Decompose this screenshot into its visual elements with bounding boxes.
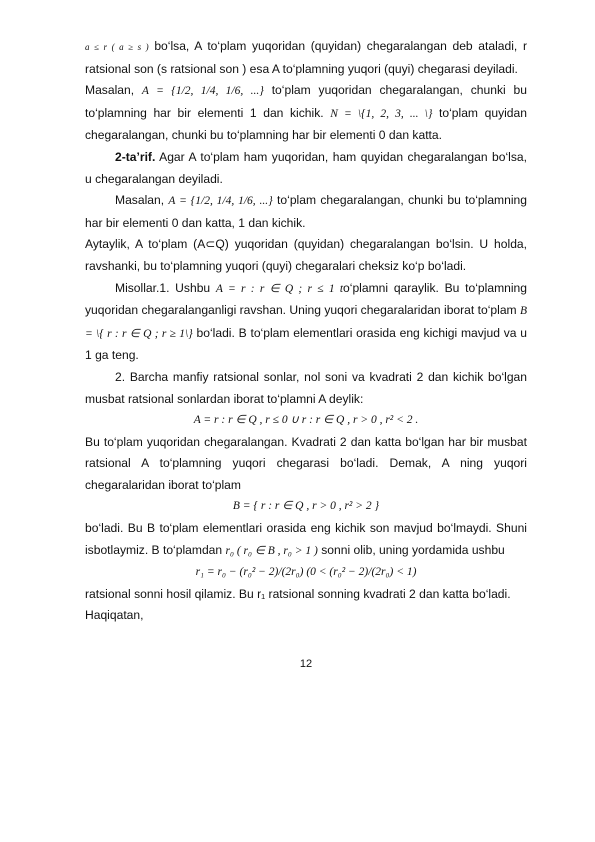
text: ratsional sonni hosil qilamiz. Bu r₁ ratsional sonning kvadrati 2 dan katta bo‘ladi. <box>85 586 511 601</box>
paragraph-proof <box>85 518 527 562</box>
paragraph-bounds <box>85 234 527 277</box>
paragraph-example-1 <box>85 80 527 147</box>
text: Masalan, <box>85 83 142 98</box>
paragraph-examples-1 <box>85 278 527 367</box>
text: Aytaylik, A to‘plam (A⊂Q) yuqoridan (quyidan) chegaralangan bo‘lsin. U holda, ravshanki, bu to‘plamning yuqori (quyi) chegaralari cheksiz ko‘p bo‘ladi. <box>85 237 527 273</box>
inline-math: r₀ ( r₀ ∈ B , r₀ > 1 ) <box>225 544 318 557</box>
document-page <box>85 36 527 671</box>
paragraph-definition-2 <box>85 147 527 190</box>
paragraph-indeed <box>85 605 527 627</box>
text: Masalan, <box>115 193 169 208</box>
text: bo‘ladi. Bu B to‘plam elementlari orasida eng kichik son mavjud bo‘lmaydi. Shuni isbotlaymiz. B to‘plamdan <box>85 521 527 557</box>
formula-r1: r₁ = r₀ − (r₀² − 2)/(2r₀) (0 < (r₀² − 2)/(2r₀) < 1) <box>195 566 417 579</box>
text: o‘plamni qaraylik. Bu to‘plamning yuqoridan chegaralanganligi ravshan. Uning yuqori chegaralaridan iborat to‘plam <box>85 280 528 318</box>
inline-math: B = \{ r : r ∈ Q ; r ≥ 1\} <box>85 305 528 340</box>
text: Haqiqatan, <box>85 608 144 623</box>
paragraph-definition-end <box>85 36 527 80</box>
text: Misollar.1. Ushbu <box>115 280 216 295</box>
text: bo‘ladi. B to‘plam elementlari orasida eng kichigi mavjud va u 1 ga teng. <box>85 325 527 363</box>
inline-math: a ≤ r ( a ≥ s ) <box>85 42 149 52</box>
formula-set-b: B = { r : r ∈ Q , r > 0 , r² > 2 } <box>232 500 380 513</box>
text: to‘plam quyidan chegaralangan, chunki bu to‘plamning har bir elementi 0 dan katta. <box>85 105 527 143</box>
text: to‘plam chegaralangan, chunki bu to‘plamning har bir elementi 0 dan katta, 1 dan kichik. <box>85 193 527 230</box>
text: to‘plam yuqoridan chegaralangan, chunki bu to‘plamning har bir elementi 1 dan kichik. <box>85 83 527 120</box>
text: 2. Barcha manfiy ratsional sonlar, nol soni va kvadrati 2 dan kichik bo‘lgan musbat ratsional sonlardan iborat to‘plamni A deylik: <box>85 369 527 406</box>
paragraph-upper-bound <box>85 432 527 497</box>
inline-math: A = {1/2, 1/4, 1/6, ...} <box>141 85 264 98</box>
definition-label: 2-ta’rif. <box>115 149 156 164</box>
paragraph-r1 <box>85 584 527 606</box>
inline-math: N = \{1, 2, 3, ... \} <box>330 107 433 120</box>
formula-set-a: A = r : r ∈ Q , r ≤ 0 ∪ r : r ∈ Q , r > 0 , r² < 2 . <box>193 414 419 427</box>
text: bo‘lsa, A to‘plam yuqoridan (quyidan) chegaralangan deb ataladi, r ratsional son (s ratsional son ) esa A to‘plamning yuqori (quyi) chegarasi deyiladi. <box>85 39 527 76</box>
text: Bu to‘plam yuqoridan chegaralangan. Kvadrati 2 dan katta bo‘lgan har bir musbat ratsional A to‘plamning yuqori chegarasi bo‘ladi. Demak, A ning yuqori chegaralaridan iborat to‘plam <box>85 434 527 492</box>
paragraph-examples-2 <box>85 367 527 410</box>
page-number: 12 <box>299 658 313 671</box>
inline-math: A = {1/2, 1/4, 1/6, ...} <box>168 195 273 208</box>
inline-math: A = r : r ∈ Q ; r ≤ 1 t <box>215 282 344 295</box>
text: Agar A to‘plam ham yuqoridan, ham quyidan chegaralangan bo‘lsa, u chegaralangan deyiladi. <box>85 149 527 186</box>
text: sonni olib, uning yordamida ushbu <box>317 542 505 557</box>
paragraph-example-2 <box>85 190 527 234</box>
